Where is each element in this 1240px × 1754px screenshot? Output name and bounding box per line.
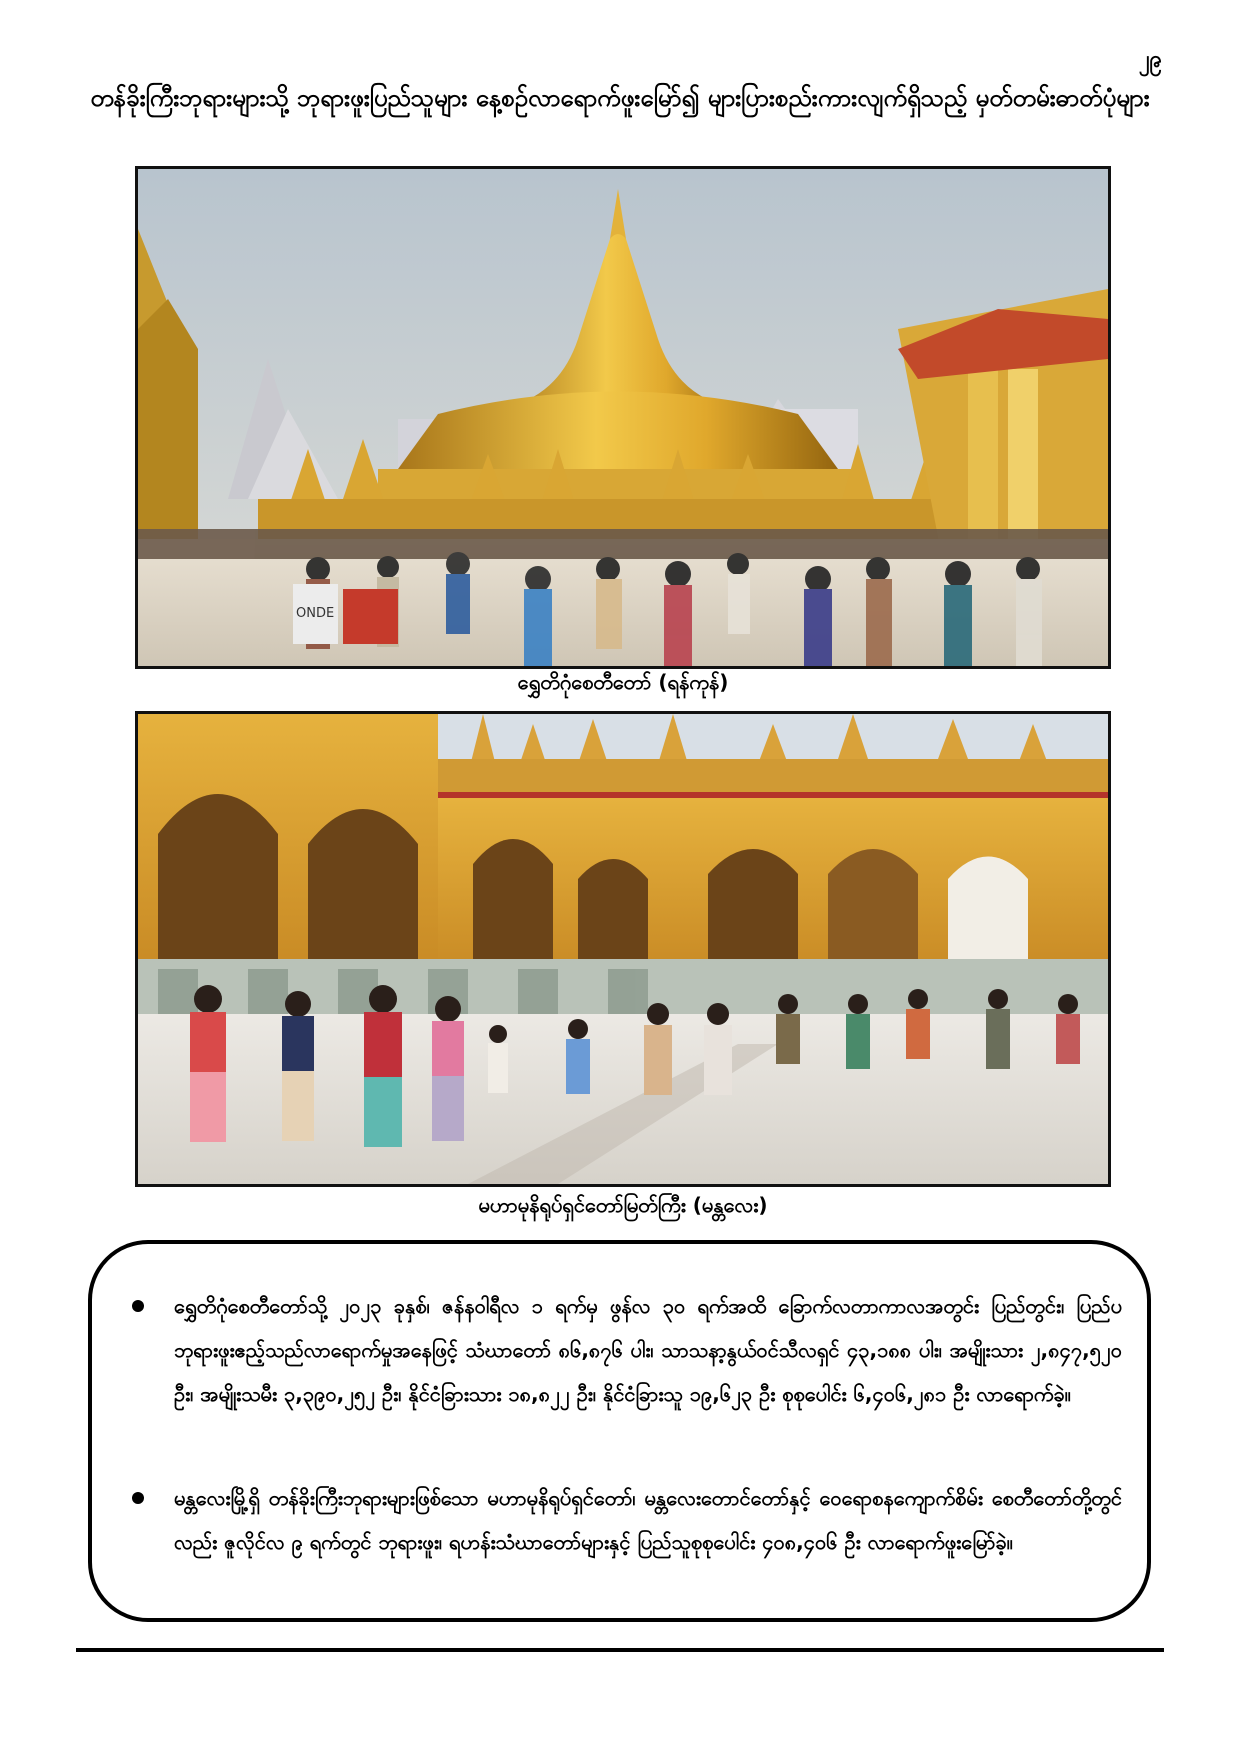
bullet-item — [132, 1284, 1122, 1416]
bullet-text: မန္တလေးမြို့ရှိ တန်ခိုးကြီးဘုရားများဖြစ်သော မဟာမုနိရုပ်ရှင်တော်၊ မန္တလေးတောင်တော်နှင့် ဝေရောစနကျောက်စိမ်း စေတီတော်တို့တွင်လည်း ဇူလိုင်လ ၉ ရက်တွင် ဘုရားဖူး၊ ရဟန်းသံဃာတော်များနှင့် ပြည်သူစုစုပေါင်း ၄၀၈,၄၀၆ ဦး လာရောက်ဖူးမြော်ခဲ့။ — [174, 1486, 1122, 1554]
page-number: ၂၉ — [1138, 47, 1162, 72]
info-box — [88, 1240, 1151, 1622]
bullet-icon — [132, 1492, 144, 1504]
photo-caption-shwedagon: ရွှေတိဂုံစေတီတော် (ရန်ကုန်) — [517, 670, 729, 694]
bottom-divider — [76, 1648, 1164, 1652]
photo-caption-mahamuni: မဟာမုနိရုပ်ရှင်တော်မြတ်ကြီး (မန္တလေး) — [478, 1193, 768, 1217]
mahamuni-photo — [135, 711, 1111, 1187]
bullet-icon — [132, 1300, 144, 1312]
sign-text: ONDE — [296, 606, 335, 621]
bullet-text: ရွှေတိဂုံစေတီတော်သို့ ၂၀၂၃ ခုနှစ်၊ ဇန်နဝါရီလ ၁ ရက်မှ ဖွန်လ ၃၀ ရက်အထိ ခြောက်လတာကာလအတွင်း ပြည်တွင်း၊ ပြည်ပဘုရားဖူးဧည့်သည်လာရောက်မှုအနေဖြင့် သံဃာတော် ၈၆,၈၇၆ ပါး၊ သာသနာ့နွယ်ဝင်သီလရှင် ၄၃,၁၈၈ ပါး၊ အမျိုးသား ၂,၈၄၇,၅၂၀ ဦး၊ အမျိုးသမီး ၃,၃၉၀,၂၅၂ ဦး၊ နိုင်ငံခြားသား ၁၈,၈၂၂ ဦး၊ နိုင်ငံခြားသူ ၁၉,၆၂၃ ဦး စုစုပေါင်း ၆,၄၀၆,၂၈၁ ဦး လာရောက်ခဲ့။ — [174, 1294, 1122, 1406]
shwedagon-pagoda-photo — [135, 166, 1111, 669]
page-title: တန်ခိုးကြီးဘုရားများသို့ ဘုရားဖူးပြည်သူများ နေ့စဉ်လာရောက်ဖူးမြော်၍ များပြားစည်းကားလျက်ရှိသည့် မှတ်တမ်းဓာတ်ပုံများ — [90, 84, 1150, 112]
bullet-item — [132, 1476, 1122, 1564]
